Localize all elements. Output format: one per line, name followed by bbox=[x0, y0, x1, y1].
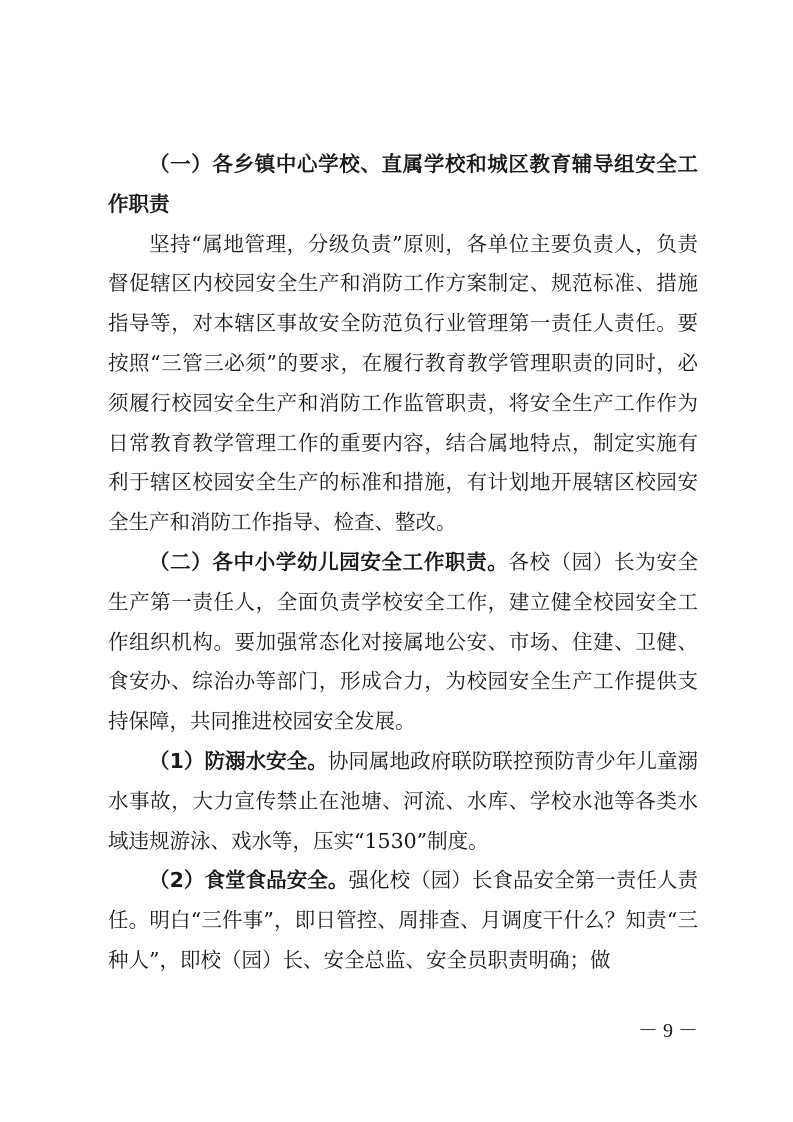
document-body bbox=[108, 145, 698, 981]
item-1-paragraph bbox=[108, 742, 698, 861]
section-1-paragraph: 坚持“属地管理，分级负责”原则，各单位主要负责人，负责督促辖区内校园安全生产和消防工作方案制定、规范标准、措施指导等，对本辖区事故安全防范负行业管理第一责任人责任。要按照“三管三必须”的要求，在履行教育教学管理职责的同时，必须履行校园安全生产和消防工作监管职责，将安全生产工作作为日常教育教学管理工作的重要内容，结合属地特点，制定实施有利于辖区校园安全生产的标准和措施，有计划地开展辖区校园安全生产和消防工作指导、检查、整改。 bbox=[108, 231, 698, 535]
section-heading-2: （二）各中小学幼儿园安全工作职责。 bbox=[149, 549, 509, 574]
section-heading-1: （一）各乡镇中心学校、直属学校和城区教育辅导组安全工作职责 bbox=[108, 152, 698, 216]
section-2-text: 各校（园）长为安全生产第一责任人，全面负责学校安全工作，建立健全校园安全工作组织机构。要加强常态化对接属地公安、市场、住建、卫健、食安办、综治办等部门，形成合力，为校园安全生产工作提供支持保障，共同推进校园安全发展。 bbox=[108, 549, 699, 734]
item-2-text: 强化校（园）长食品安全第一责任人责任。明白“三件事”，即日管控、周排查、月调度干什么？知责“三种人”，即校（园）长、安全总监、安全员职责明确；做 bbox=[108, 868, 699, 972]
item-2-heading: （2）食堂食品安全。 bbox=[149, 868, 349, 893]
item-2-paragraph bbox=[108, 861, 698, 980]
section-2-paragraph bbox=[108, 543, 698, 742]
item-1-heading: （1）防溺水安全。 bbox=[149, 748, 328, 773]
page-number: － 9 － bbox=[638, 1020, 698, 1042]
item-1-text: 协同属地政府联防联控预防青少年儿童溺水事故，大力宣传禁止在池塘、河流、水库、学校水池等各类水域违规游泳、戏水等，压实“1530”制度。 bbox=[108, 748, 699, 853]
